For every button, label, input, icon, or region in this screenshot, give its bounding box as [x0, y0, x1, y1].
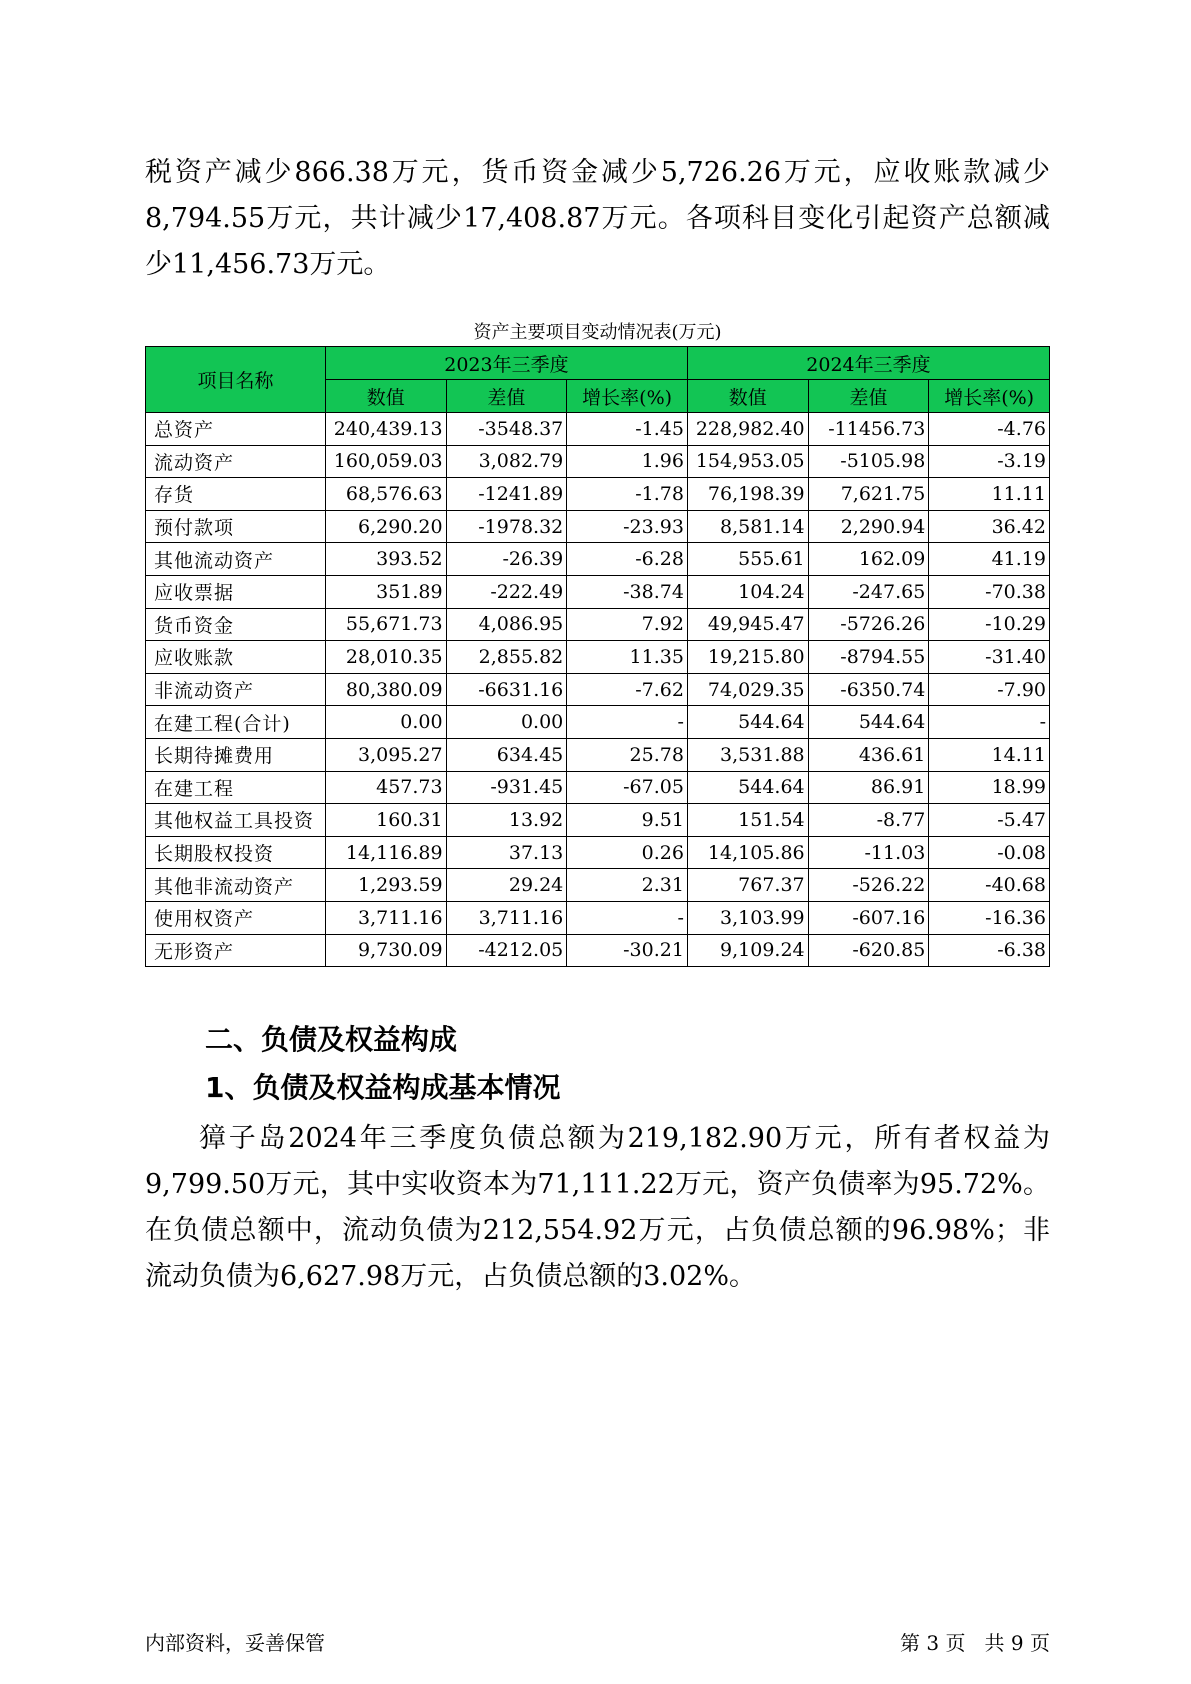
header-2023-value: 数值 — [325, 380, 446, 413]
row-value-cell: 6,290.20 — [325, 510, 446, 543]
row-value-cell: -6631.16 — [446, 673, 567, 706]
row-value-cell: -6350.74 — [808, 673, 929, 706]
row-item-name: 非流动资产 — [146, 673, 326, 706]
liabilities-paragraph: 獐子岛2024年三季度负债总额为219,182.90万元，所有者权益为9,799.50万元，其中实收资本为71,111.22万元，资产负债率为95.72%。在负债总额中，流动负债为212,554.92万元，占负债总额的96.98%；非流动负债为6,627.98万元，占负债总额的3.02%。 — [145, 1123, 1050, 1292]
row-value-cell: 55,671.73 — [325, 608, 446, 641]
row-item-name: 应收账款 — [146, 641, 326, 674]
row-value-cell: -30.21 — [567, 934, 688, 967]
row-value-cell: -3.19 — [929, 445, 1050, 478]
row-value-cell: 228,982.40 — [687, 413, 808, 446]
table-row — [146, 510, 1050, 543]
row-value-cell: 544.64 — [687, 706, 808, 739]
row-value-cell: 0.00 — [325, 706, 446, 739]
row-value-cell: -5.47 — [929, 804, 1050, 837]
footer-confidential-note: 内部资料，妥善保管 — [145, 1631, 325, 1655]
row-value-cell: -526.22 — [808, 869, 929, 902]
row-value-cell: 11.35 — [567, 641, 688, 674]
asset-change-table — [145, 346, 1050, 967]
row-value-cell: -3548.37 — [446, 413, 567, 446]
row-value-cell: 160,059.03 — [325, 445, 446, 478]
table-row — [146, 901, 1050, 934]
row-item-name: 使用权资产 — [146, 901, 326, 934]
row-value-cell: 3,711.16 — [325, 901, 446, 934]
row-item-name: 长期待摊费用 — [146, 738, 326, 771]
row-value-cell: 86.91 — [808, 771, 929, 804]
row-value-cell: -5105.98 — [808, 445, 929, 478]
row-value-cell: -7.62 — [567, 673, 688, 706]
row-value-cell: -1.45 — [567, 413, 688, 446]
row-item-name: 存货 — [146, 478, 326, 511]
row-value-cell: -620.85 — [808, 934, 929, 967]
row-item-name: 在建工程(合计) — [146, 706, 326, 739]
row-value-cell: 28,010.35 — [325, 641, 446, 674]
row-value-cell: 351.89 — [325, 575, 446, 608]
row-value-cell: 7,621.75 — [808, 478, 929, 511]
header-2023-q3: 2023年三季度 — [325, 347, 687, 380]
row-value-cell: 767.37 — [687, 869, 808, 902]
table-row — [146, 478, 1050, 511]
row-value-cell: 1,293.59 — [325, 869, 446, 902]
row-value-cell: 9,730.09 — [325, 934, 446, 967]
footer-page-number: 第 3 页 共 9 页 — [900, 1631, 1050, 1655]
row-value-cell: 19,215.80 — [687, 641, 808, 674]
row-value-cell: 68,576.63 — [325, 478, 446, 511]
row-value-cell: 3,095.27 — [325, 738, 446, 771]
row-value-cell: -4.76 — [929, 413, 1050, 446]
row-value-cell: -222.49 — [446, 575, 567, 608]
row-value-cell: - — [567, 901, 688, 934]
row-value-cell: 436.61 — [808, 738, 929, 771]
row-value-cell: 4,086.95 — [446, 608, 567, 641]
table-row — [146, 641, 1050, 674]
row-value-cell: -247.65 — [808, 575, 929, 608]
row-value-cell: -5726.26 — [808, 608, 929, 641]
row-value-cell: 14,116.89 — [325, 836, 446, 869]
table-row — [146, 575, 1050, 608]
row-value-cell: 74,029.35 — [687, 673, 808, 706]
row-item-name: 总资产 — [146, 413, 326, 446]
row-value-cell: 634.45 — [446, 738, 567, 771]
row-value-cell: -6.38 — [929, 934, 1050, 967]
row-value-cell: 151.54 — [687, 804, 808, 837]
table-row — [146, 836, 1050, 869]
row-value-cell: -1241.89 — [446, 478, 567, 511]
row-value-cell: 1.96 — [567, 445, 688, 478]
row-value-cell: 11.11 — [929, 478, 1050, 511]
row-value-cell: 13.92 — [446, 804, 567, 837]
row-value-cell: -4212.05 — [446, 934, 567, 967]
row-value-cell: 80,380.09 — [325, 673, 446, 706]
row-value-cell: -26.39 — [446, 543, 567, 576]
row-value-cell: - — [929, 706, 1050, 739]
row-value-cell: 162.09 — [808, 543, 929, 576]
row-value-cell: -1.78 — [567, 478, 688, 511]
header-2023-rate: 增长率(%) — [567, 380, 688, 413]
header-2023-diff: 差值 — [446, 380, 567, 413]
row-item-name: 其他流动资产 — [146, 543, 326, 576]
table-row — [146, 608, 1050, 641]
row-value-cell: 160.31 — [325, 804, 446, 837]
row-value-cell: 9.51 — [567, 804, 688, 837]
row-value-cell: 240,439.13 — [325, 413, 446, 446]
table-row — [146, 445, 1050, 478]
row-item-name: 在建工程 — [146, 771, 326, 804]
row-value-cell: 2,855.82 — [446, 641, 567, 674]
table-row — [146, 738, 1050, 771]
row-item-name: 其他权益工具投资 — [146, 804, 326, 837]
row-value-cell: 393.52 — [325, 543, 446, 576]
table-row — [146, 543, 1050, 576]
row-value-cell: 154,953.05 — [687, 445, 808, 478]
row-value-cell: 14,105.86 — [687, 836, 808, 869]
row-value-cell: -8794.55 — [808, 641, 929, 674]
row-value-cell: -1978.32 — [446, 510, 567, 543]
row-value-cell: 18.99 — [929, 771, 1050, 804]
row-value-cell: -16.36 — [929, 901, 1050, 934]
row-item-name: 应收票据 — [146, 575, 326, 608]
header-2024-q3: 2024年三季度 — [687, 347, 1049, 380]
subsection-heading: 1、负债及权益构成基本情况 — [205, 1071, 561, 1104]
row-value-cell: 3,103.99 — [687, 901, 808, 934]
table-row — [146, 771, 1050, 804]
table-row — [146, 413, 1050, 446]
row-value-cell: 0.00 — [446, 706, 567, 739]
row-value-cell: 41.19 — [929, 543, 1050, 576]
row-value-cell: -6.28 — [567, 543, 688, 576]
row-value-cell: 3,711.16 — [446, 901, 567, 934]
table-row — [146, 869, 1050, 902]
row-value-cell: 555.61 — [687, 543, 808, 576]
row-value-cell: 104.24 — [687, 575, 808, 608]
row-value-cell: -607.16 — [808, 901, 929, 934]
row-item-name: 货币资金 — [146, 608, 326, 641]
row-value-cell: -11.03 — [808, 836, 929, 869]
row-value-cell: -7.90 — [929, 673, 1050, 706]
row-value-cell: 36.42 — [929, 510, 1050, 543]
row-value-cell: -70.38 — [929, 575, 1050, 608]
row-value-cell: 29.24 — [446, 869, 567, 902]
header-2024-value: 数值 — [687, 380, 808, 413]
row-value-cell: -8.77 — [808, 804, 929, 837]
row-item-name: 长期股权投资 — [146, 836, 326, 869]
row-value-cell: 7.92 — [567, 608, 688, 641]
table-row — [146, 804, 1050, 837]
row-value-cell: -40.68 — [929, 869, 1050, 902]
row-value-cell: - — [567, 706, 688, 739]
row-value-cell: -38.74 — [567, 575, 688, 608]
section-heading: 二、负债及权益构成 — [205, 1023, 458, 1056]
table-row — [146, 673, 1050, 706]
row-value-cell: 3,082.79 — [446, 445, 567, 478]
row-value-cell: 49,945.47 — [687, 608, 808, 641]
row-value-cell: 37.13 — [446, 836, 567, 869]
intro-paragraph: 税资产减少866.38万元，货币资金减少5,726.26万元，应收账款减少8,794.55万元，共计减少17,408.87万元。各项科目变化引起资产总额减少11,456.73万元。 — [145, 157, 1050, 280]
table-caption: 资产主要项目变动情况表(万元) — [473, 322, 722, 343]
row-value-cell: -31.40 — [929, 641, 1050, 674]
header-2024-rate: 增长率(%) — [929, 380, 1050, 413]
table-body — [146, 413, 1050, 967]
row-value-cell: -931.45 — [446, 771, 567, 804]
row-value-cell: 8,581.14 — [687, 510, 808, 543]
header-2024-diff: 差值 — [808, 380, 929, 413]
row-value-cell: 0.26 — [567, 836, 688, 869]
row-value-cell: 2,290.94 — [808, 510, 929, 543]
row-value-cell: 9,109.24 — [687, 934, 808, 967]
row-value-cell: 2.31 — [567, 869, 688, 902]
row-value-cell: -0.08 — [929, 836, 1050, 869]
table-row — [146, 706, 1050, 739]
row-value-cell: 544.64 — [808, 706, 929, 739]
row-value-cell: 3,531.88 — [687, 738, 808, 771]
row-value-cell: -23.93 — [567, 510, 688, 543]
row-item-name: 流动资产 — [146, 445, 326, 478]
row-value-cell: -11456.73 — [808, 413, 929, 446]
row-item-name: 其他非流动资产 — [146, 869, 326, 902]
row-value-cell: 14.11 — [929, 738, 1050, 771]
table-row — [146, 934, 1050, 967]
row-value-cell: -10.29 — [929, 608, 1050, 641]
header-item-name: 项目名称 — [146, 347, 326, 413]
row-item-name: 预付款项 — [146, 510, 326, 543]
row-value-cell: -67.05 — [567, 771, 688, 804]
row-value-cell: 544.64 — [687, 771, 808, 804]
row-value-cell: 25.78 — [567, 738, 688, 771]
row-value-cell: 457.73 — [325, 771, 446, 804]
row-item-name: 无形资产 — [146, 934, 326, 967]
row-value-cell: 76,198.39 — [687, 478, 808, 511]
